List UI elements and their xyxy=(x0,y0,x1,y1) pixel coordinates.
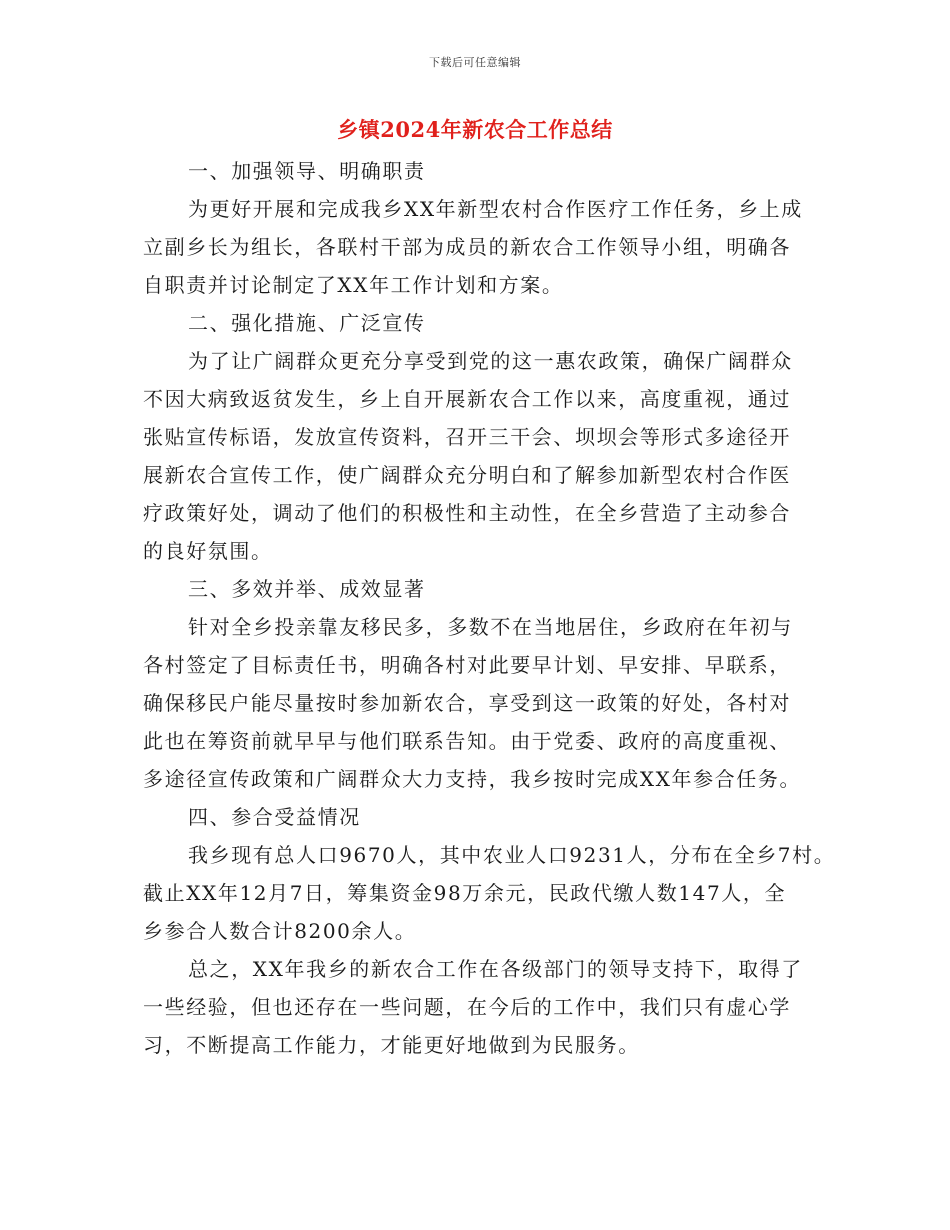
text-line: 的良好氛围。 xyxy=(143,539,273,563)
text-line: 一、加强领导、明确职责 xyxy=(188,159,426,183)
text-line: 截止XX年12月7日，筹集资金98万余元，民政代缴人数147人，全 xyxy=(143,881,787,905)
text-line: 针对全乡投亲靠友移民多，多数不在当地居住，乡政府在年初与 xyxy=(188,615,793,639)
text-line: 多途径宣传政策和广阔群众大力支持，我乡按时完成XX年参合任务。 xyxy=(143,767,802,791)
text-line: 我乡现有总人口9670人，其中农业人口9231人，分布在全乡7村。 xyxy=(188,843,836,867)
text-line: 张贴宣传标语，发放宣传资料，召开三干会、坝坝会等形式多途径开 xyxy=(143,425,791,449)
text-line: 此也在筹资前就早早与他们联系告知。由于党委、政府的高度重视、 xyxy=(143,729,791,753)
text-line: 三、多效并举、成效显著 xyxy=(188,577,426,601)
document-title: 乡镇2024年新农合工作总结 xyxy=(337,117,613,142)
text-line: 一些经验，但也还存在一些问题，在今后的工作中，我们只有虚心学 xyxy=(143,995,791,1019)
text-line: 二、强化措施、广泛宣传 xyxy=(188,311,426,335)
text-line: 为更好开展和完成我乡XX年新型农村合作医疗工作任务，乡上成 xyxy=(188,197,803,221)
text-line: 疗政策好处，调动了他们的积极性和主动性，在全乡营造了主动参合 xyxy=(143,501,791,525)
text-line: 各村签定了目标责任书，明确各村对此要早计划、早安排、早联系， xyxy=(143,653,791,677)
text-line: 展新农合宣传工作，使广阔群众充分明白和了解参加新型农村合作医 xyxy=(143,463,791,487)
text-line: 乡参合人数合计8200余人。 xyxy=(143,919,417,943)
text-line: 立副乡长为组长，各联村干部为成员的新农合工作领导小组，明确各 xyxy=(143,235,791,259)
text-line: 为了让广阔群众更充分享受到党的这一惠农政策，确保广阔群众 xyxy=(188,349,793,373)
text-line: 四、参合受益情况 xyxy=(188,805,361,829)
header-note: 下载后可任意编辑 xyxy=(429,56,521,69)
text-line: 确保移民户能尽量按时参加新农合，享受到这一政策的好处，各村对 xyxy=(143,691,791,715)
text-line: 不因大病致返贫发生，乡上自开展新农合工作以来，高度重视，通过 xyxy=(143,387,791,411)
text-line: 自职责并讨论制定了XX年工作计划和方案。 xyxy=(143,273,564,297)
text-line: 习，不断提高工作能力，才能更好地做到为民服务。 xyxy=(143,1033,640,1057)
text-line: 总之，XX年我乡的新农合工作在各级部门的领导支持下，取得了 xyxy=(188,957,803,981)
document-body xyxy=(143,152,836,1064)
